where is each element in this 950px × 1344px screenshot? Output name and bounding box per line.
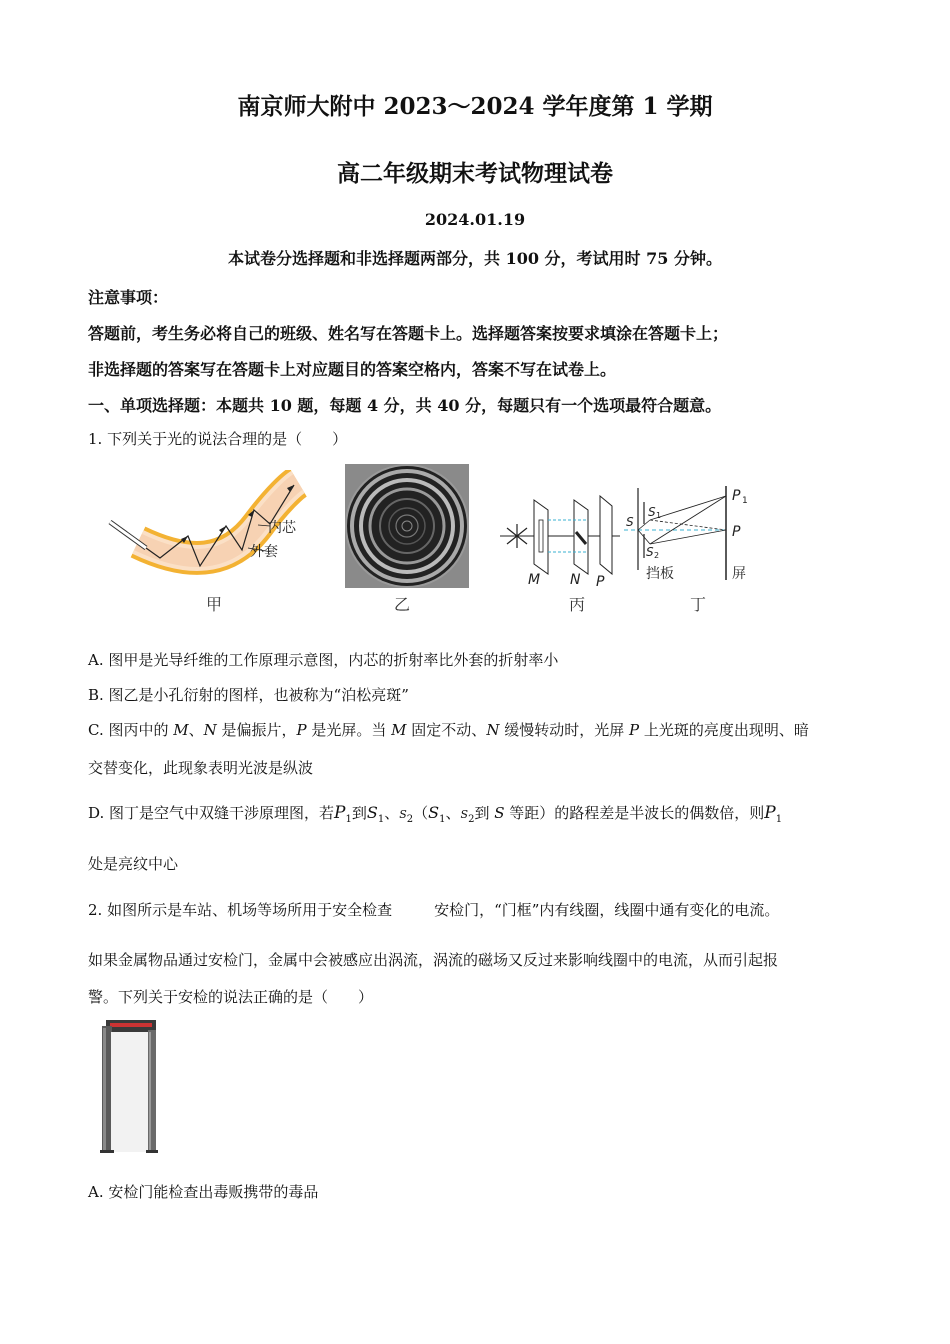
fig-bing-M-label: M — [528, 572, 541, 588]
q1-d-text: 到 — [474, 804, 495, 822]
q1-d-sub: 2 — [406, 814, 414, 825]
fig-ding-caption: 丁 — [689, 595, 706, 614]
q1-d-sub: 1 — [439, 814, 446, 825]
q1-c-var: P — [628, 721, 640, 739]
q1-c-var: P — [296, 721, 307, 739]
fig-jia-core-label: 内芯 — [268, 520, 296, 536]
fig-ding-double-slit — [624, 484, 764, 584]
q1-c-text: 是光屏。当 — [306, 721, 392, 739]
fig-security-gate — [96, 1016, 160, 1154]
notice-line2: 非选择题的答案写在答题卡上对应题目的答案空格内，答案不写在试卷上。 — [88, 360, 617, 379]
q1-d-var: S — [399, 808, 407, 821]
q1-c-text: 缓慢转动时，光屏 — [499, 721, 629, 739]
exam-date: 2024.01.19 — [424, 210, 526, 229]
exam-title-line1: 南京师大附中 2023～2024 学年度第 1 学期 — [237, 93, 713, 120]
q1-option-c-line1 — [88, 719, 809, 740]
q1-d-sub: 2 — [468, 814, 475, 825]
q2-stem-part: 2. 如图所示是车站、机场等场所用于安全检查 — [88, 901, 393, 919]
q1-c-text: 是偏振片， — [216, 721, 297, 739]
fig-yi-diffraction-pattern — [345, 464, 469, 588]
q1-d-var: S — [494, 804, 505, 822]
q1-c-var: M — [173, 721, 189, 739]
q1-c-text: 、 — [188, 721, 204, 739]
q1-c-var: M — [391, 721, 407, 739]
q1-c-var: N — [486, 721, 500, 739]
q2-stem-line3: 警。下列关于安检的说法正确的是（ ） — [88, 988, 374, 1006]
fig-ding-P1-sub: 1 — [742, 496, 748, 506]
q1-c-text: 上光斑的亮度出现明、暗 — [639, 721, 809, 739]
q1-d-var: P — [334, 803, 346, 823]
q1-d-text: 等距）的路程差是半波长的偶数倍，则 — [504, 804, 765, 822]
q2-stem-part: 安检门，“门框”内有线圈，线圈中通有变化的电流。 — [434, 901, 780, 919]
q1-option-c-line2: 交替变化，此现象表明光波是纵波 — [88, 759, 314, 777]
fig-ding-S2-sub: 2 — [654, 551, 660, 560]
q1-d-var: S — [366, 803, 378, 822]
q1-d-text: 到 — [351, 804, 367, 822]
section1-heading: 一、单项选择题：本题共 10 题，每题 4 分，共 40 分，每题只有一个选项最符合题意。 — [88, 396, 722, 415]
q1-d-sub: 1 — [775, 814, 783, 825]
fig-ding-screen-label: 屏 — [732, 566, 746, 582]
fig-ding-P1-label: P — [732, 488, 741, 504]
notice-line1: 答题前，考生务必将自己的班级、姓名写在答题卡上。选择题答案按要求填涂在答题卡上； — [88, 324, 729, 343]
fig-ding-S1-label: S — [648, 505, 656, 519]
notice-heading: 注意事项： — [88, 288, 169, 307]
q1-d-text: 、 — [384, 804, 400, 822]
q1-d-text: （ — [413, 804, 429, 822]
fig-yi-caption: 乙 — [393, 595, 410, 614]
fig-bing-N-label: N — [570, 572, 581, 588]
fig-jia-cladding-label: 外套 — [250, 544, 278, 560]
q1-d-text: D. 图丁是空气中双缝干涉原理图，若 — [88, 804, 335, 822]
fig-jia-optical-fiber — [108, 470, 308, 580]
fig-ding-S-label: S — [626, 515, 634, 529]
fig-ding-baffle-label: 挡板 — [646, 566, 674, 582]
q1-c-text: 固定不动、 — [406, 721, 487, 739]
fig-ding-P-label: P — [732, 524, 741, 540]
fig-jia-caption: 甲 — [205, 595, 222, 614]
exam-intro: 本试卷分选择题和非选择题两部分，共 100 分，考试用时 75 分钟。 — [228, 249, 722, 268]
q2-stem-line1 — [88, 899, 779, 920]
exam-title-line2: 高二年级期末考试物理试卷 — [337, 160, 613, 187]
q1-option-a: A. 图甲是光导纤维的工作原理示意图，内芯的折射率比外套的折射率小 — [88, 651, 559, 669]
fig-bing-polarizers — [500, 490, 625, 590]
q1-stem: 1. 下列关于光的说法合理的是（ ） — [88, 430, 348, 448]
q1-d-var: P — [764, 803, 776, 823]
fig-ding-S1-sub: 1 — [656, 511, 662, 520]
q1-d-sub: 1 — [377, 814, 385, 825]
q1-d-var: S — [460, 808, 469, 821]
q1-option-d-line2: 处是亮纹中心 — [88, 855, 179, 873]
fig-bing-P-label: P — [596, 574, 605, 590]
q1-d-sub: 1 — [345, 814, 352, 825]
fig-ding-S2-label: S — [646, 545, 654, 559]
fig-bing-caption: 丙 — [568, 595, 585, 614]
q2-option-a: A. 安检门能检查出毒贩携带的毒品 — [88, 1183, 319, 1201]
q1-c-var: N — [203, 721, 217, 739]
q1-d-var: S — [428, 803, 440, 822]
q1-d-text: 、 — [445, 804, 461, 822]
q1-option-d-line1 — [88, 802, 782, 825]
q1-c-text: C. 图丙中的 — [88, 721, 174, 739]
q2-stem-line2: 如果金属物品通过安检门，金属中会被感应出涡流，涡流的磁场又反过来影响线圈中的电流，从而引起报 — [88, 951, 779, 969]
q1-option-b: B. 图乙是小孔衍射的图样，也被称为“泊松亮斑” — [88, 686, 409, 704]
